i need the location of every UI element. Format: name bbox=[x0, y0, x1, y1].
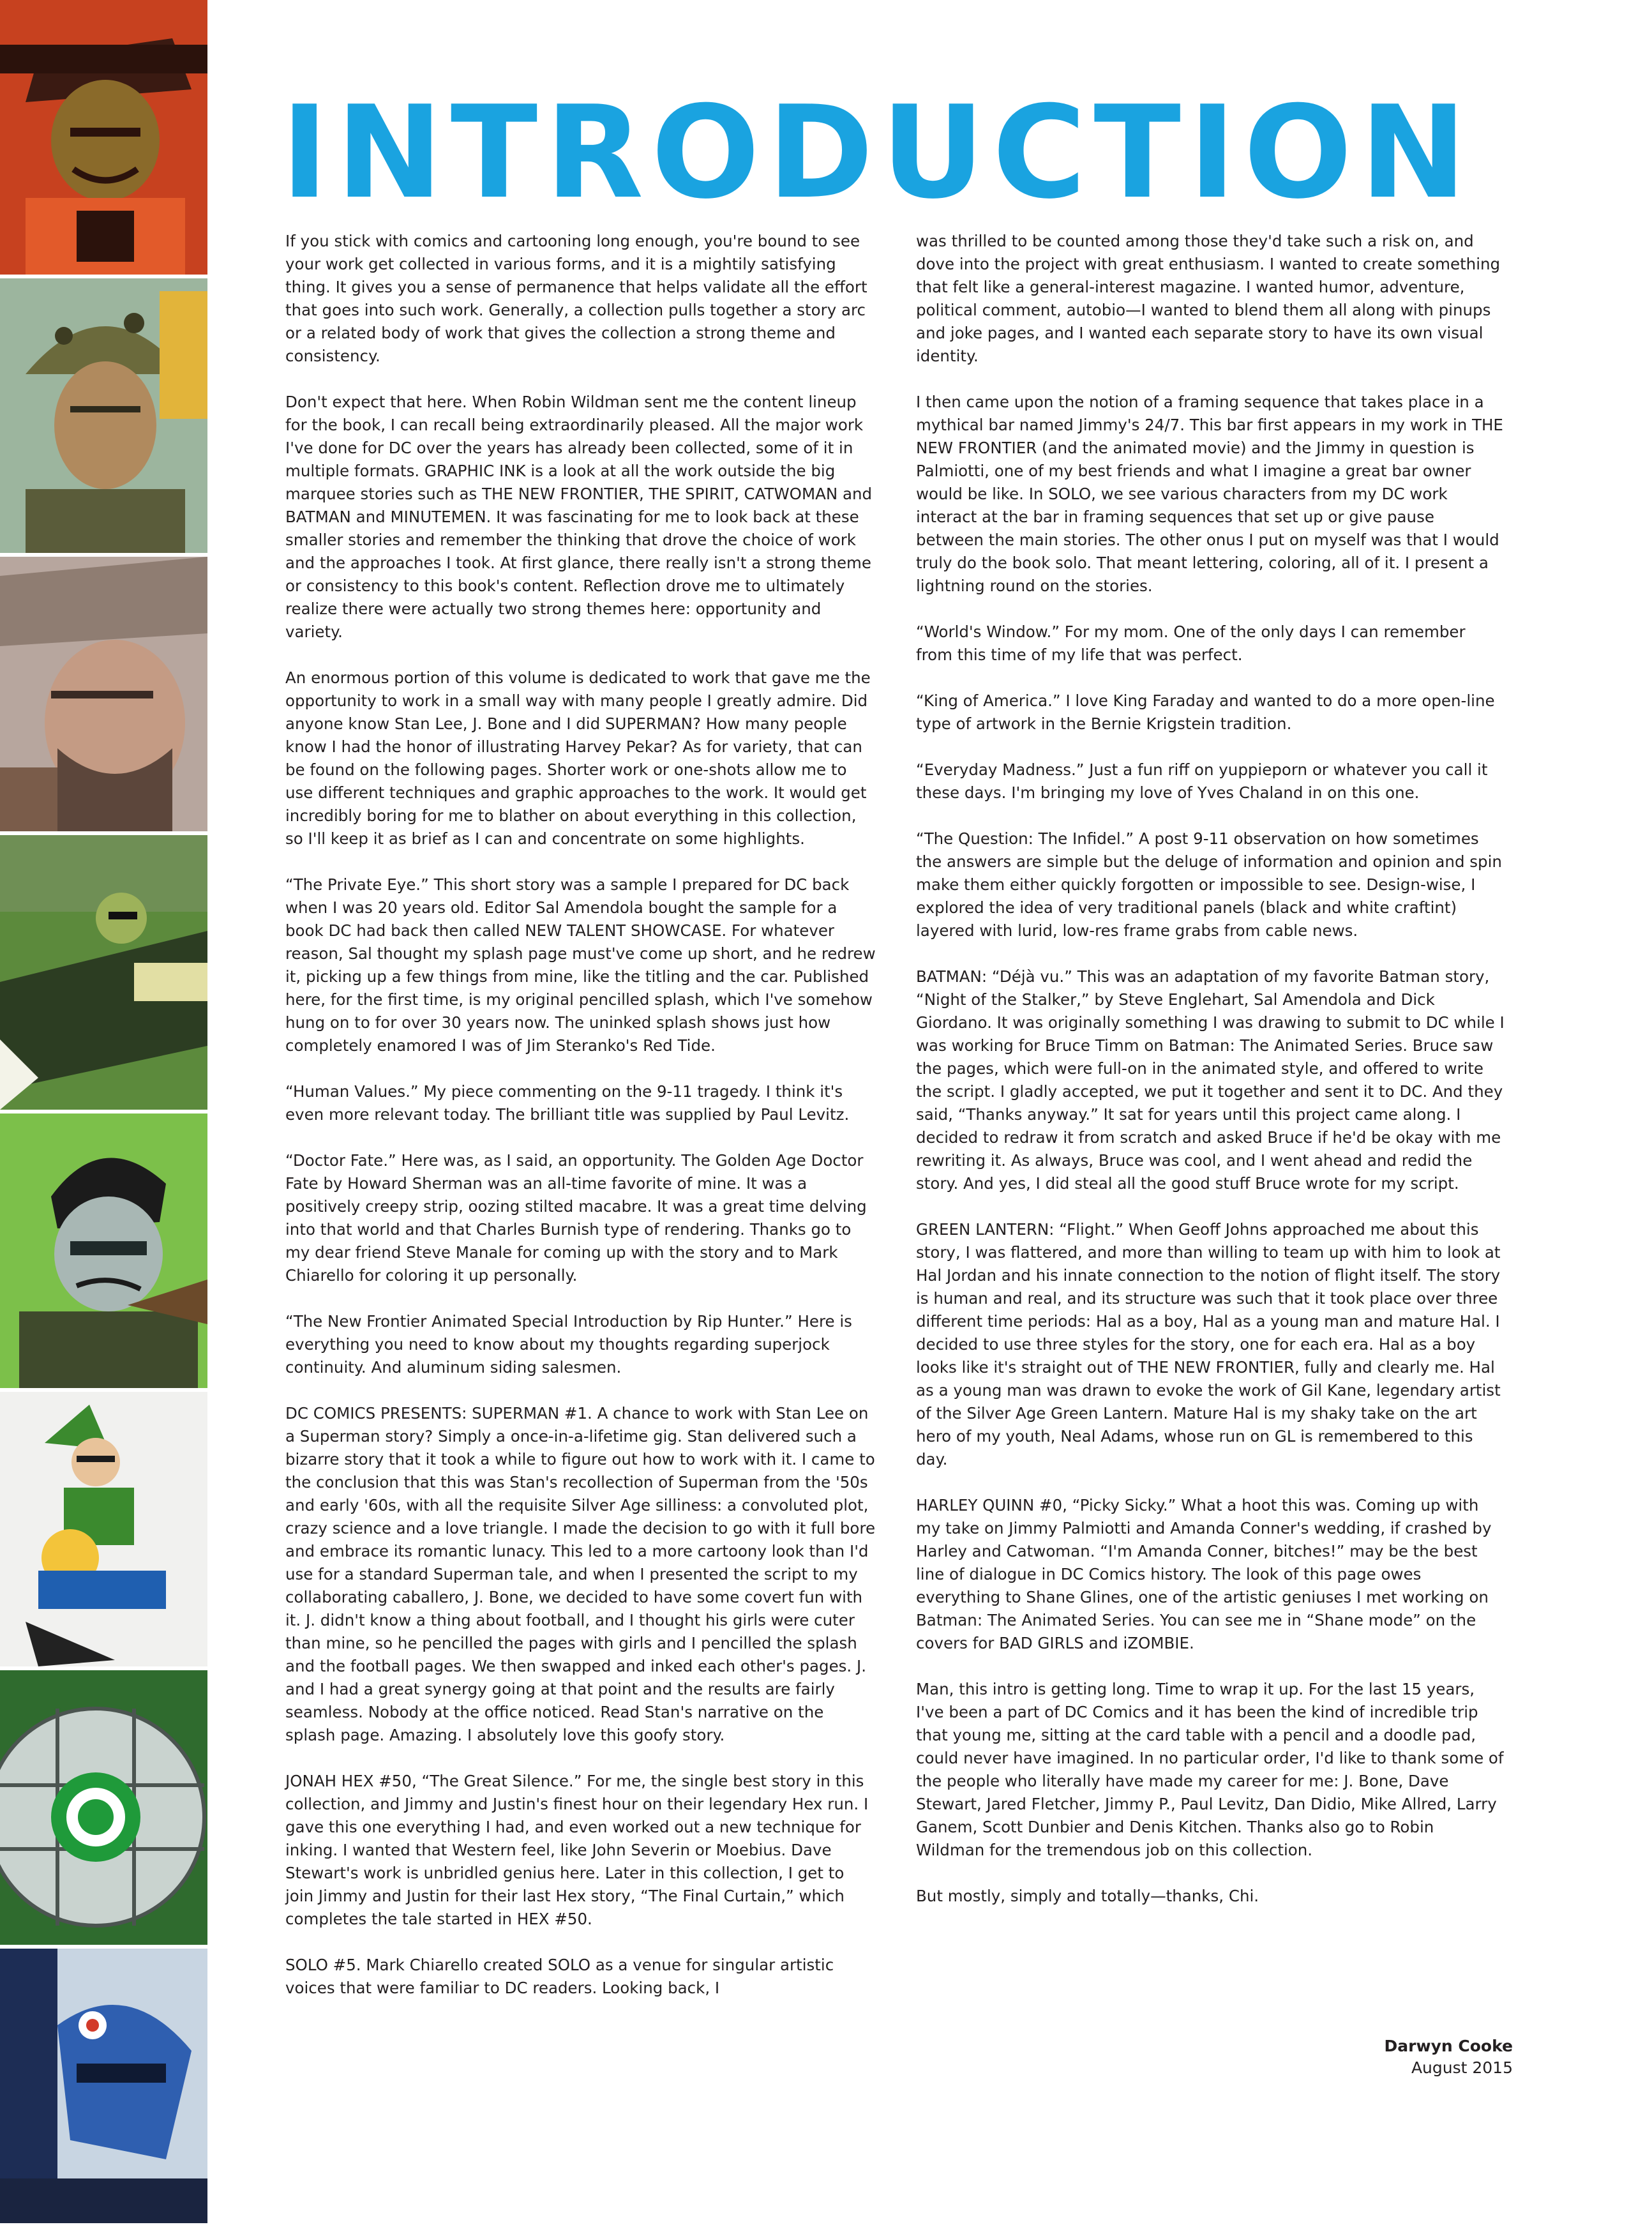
paragraph: “The Question: The Infidel.” A post 9-11 observation on how sometimes the answers are simple but the deluge of information and opinion and spin make them either quickly forgotten or impossible to see. Design-wise, I explored the idea of very traditional panels (black and white craftint) layered with lurid, low-res frame grabs from cable news. bbox=[916, 829, 1502, 940]
paragraph: “Everyday Madness.” Just a fun riff on yuppieporn or whatever you call it these days. I'm bringing my love of Yves Chaland in on this one. bbox=[916, 760, 1488, 802]
paragraph: GREEN LANTERN: “Flight.” When Geoff Johns approached me about this story, I was flattered, and more than willing to team up with him to look at Hal Jordan and his innate connection to the notion of flight itself. The story is human and real, and its structure was such that it took place over three different time periods: Hal as a boy, Hal as a young man and mature Hal. I decided to use three styles for the story, one for each era. Hal as a boy looks like it's straight out of THE NEW FRONTIER, fully and clearly me. Hal as a young man was drawn to evoke the work of Gil Kane, legendary artist of the Silver Age Green Lantern. Mature Hal is my shaky take on the art hero of my youth, Neal Adams, whose run on GL is remembered to this day. bbox=[916, 1220, 1501, 1468]
page-title: INTRODUCTION bbox=[281, 79, 1475, 227]
paragraph: If you stick with comics and cartooning long enough, you're bound to see your work get collected in various forms, and it is a mightily satisfying thing. It gives you a sense of permanence that helps validate all the effort that goes into such work. Generally, a collection pulls together a story arc or a related body of work that gives the collection a strong theme and consistency. bbox=[285, 232, 867, 365]
hero-dark-hair-art bbox=[0, 1114, 207, 1392]
soldier-helmet-art bbox=[0, 278, 207, 557]
paragraph: was thrilled to be counted among those they'd take such a risk on, and dove into the project with great enthusiasm. I wanted to create something that felt like a general-interest magazine. I wanted humor, adventure, political comment, autobio—I wanted to blend them all along with pinups and joke pages, and I wanted each separate story to have its own visual identity. bbox=[916, 232, 1501, 365]
paragraph: I then came upon the notion of a framing sequence that takes place in a mythical bar named Jimmy's 24/7. This bar first appears in my work in THE NEW FRONTIER (and the animated movie) and the Jimmy in question is Palmiotti, one of my best friends and what I imagine a great bar owner would be like. In SOLO, we see various characters from my DC work interact at the bar in framing sequences that set up or give pause between the main stories. The other onus I put on myself was that I would truly do the book solo. That meant lettering, coloring, all of it. I present a lightning round on the stories. bbox=[916, 393, 1503, 595]
signature-block bbox=[1385, 2035, 1513, 2079]
paragraph: “Doctor Fate.” Here was, as I said, an opportunity. The Golden Age Doctor Fate by Howard Sherman was an all-time favorite of mine. It was a positively creepy strip, oozing stilted macabre. It was a great time delving into that world and that Charles Burnish type of rendering. Thanks go to my dear friend Steve Manale for coming up with the story and to Mark Chiarello for coloring it up personally. bbox=[285, 1151, 867, 1285]
paragraph: HARLEY QUINN #0, “Picky Sicky.” What a hoot this was. Coming up with my take on Jimmy Palmiotti and Amanda Conner's wedding, if crashed by Harley and Catwoman. “I'm Amanda Conner, bitches!” may be the best line of dialogue in DC Comics history. The look of this page owes everything to Shane Glines, one of the artistic geniuses I met working on Batman: The Animated Series. You can see me in “Shane mode” on the covers for BAD GIRLS and iZOMBIE. bbox=[916, 1496, 1492, 1652]
green-arrow-black-canary-art bbox=[0, 1392, 207, 1670]
paragraph: JONAH HEX #50, “The Great Silence.” For me, the single best story in this collection, and Jimmy and Justin's finest hour on their legendary Hex run. I gave this one everything I had, and even worked out a new technique for inking. I wanted that Western feel, like John Severin or Moebius. Dave Stewart's work is unbridled genius here. Later in this collection, I get to join Jimmy and Justin for their last Hex story, “The Final Curtain,” which completes the tale started in HEX #50. bbox=[285, 1772, 869, 1928]
illustration-strip bbox=[0, 0, 207, 2227]
paragraph: DC COMICS PRESENTS: SUPERMAN #1. A chance to work with Stan Lee on a Superman story? Simply a once-in-a-lifetime gig. Stan delivered such a bizarre story that it took a while to figure out how to work with it. I came to the conclusion that this was Stan's recollection of Superman from the '50s and early '60s, with all the requisite Silver Age silliness: a convoluted plot, crazy science and a love triangle. I made the decision to go with it full bore and embrace its romantic lunacy. This led to a more cartoony look than I'd use for a standard Superman tale, and when I presented the script to my collaborating caballero, J. Bone, we decided to have some covert fun with it. J. didn't know a thing about football, and I thought his girls were cuter than mine, so he pencilled the pages with girls and I pencilled the splash and the football pages. We then swapped and inked each other's pages. J. and I had a great synergy going at that point and the results are fairly seamless. Nobody at the office noticed. Read Stan's narrative on the splash page. Amazing. I absolutely love this goofy story. bbox=[285, 1404, 876, 1744]
paragraph: Man, this intro is getting long. Time to wrap it up. For the last 15 years, I've been a part of DC Comics and it has been the kind of incredible trip that young me, sitting at the card table with a pencil and a doodle pad, could never have imagined. In no particular order, I'd like to thank some of the people who literally have made my career for me: J. Bone, Dave Stewart, Jared Fletcher, Jimmy P., Paul Levitz, Dan Didio, Mike Allred, Larry Ganem, Scott Dunbier and Denis Kitchen. Thanks also go to Robin Wildman for the tremendous job on this collection. bbox=[916, 1680, 1504, 1859]
right-text-column bbox=[916, 230, 1506, 1931]
paragraph: But mostly, simply and totally—thanks, Chi. bbox=[916, 1887, 1259, 1905]
paragraph: “Human Values.” My piece commenting on the 9-11 tragedy. I think it's even more relevant today. The brilliant title was supplied by Paul Levitz. bbox=[285, 1082, 850, 1124]
paragraph: BATMAN: “Déjà vu.” This was an adaptation of my favorite Batman story, “Night of the Stalker,” by Steve Englehart, Sal Amendola and Dick Giordano. It was originally something I was drawing to submit to DC while I was working for Bruce Timm on Batman: The Animated Series. Bruce saw the pages, which were full-on in the animated style, and offered to write the script. I gladly accepted, we put it together and sent it to DC. And they said, “Thanks anyway.” It sat for years until this project came along. I decided to redraw it from scratch and asked Bruce if he'd be okay with me rewriting it. As always, Bruce was cool, and I went ahead and redid the story. And yes, I did steal all the good stuff Bruce wrote for my script. bbox=[916, 967, 1505, 1193]
signature-date: August 2015 bbox=[1411, 2058, 1513, 2077]
masked-man-car-art bbox=[0, 835, 207, 1114]
paragraph: An enormous portion of this volume is dedicated to work that gave me the opportunity to work in a small way with many people I greatly admire. Did anyone know Stan Lee, J. Bone and I did SUPERMAN? How many people know I had the honor of illustrating Harvey Pekar? As for variety, that can be found on the following pages. Shorter work or one-shots allow me to use different techniques and graphic approaches to the work. It would get incredibly boring for me to blather on about everything in this collection, so I'll keep it as brief as I can and concentrate on some highlights. bbox=[285, 668, 871, 848]
paragraph: “World's Window.” For my mom. One of the only days I can remember from this time of my life that was perfect. bbox=[916, 623, 1466, 664]
blue-hero-art bbox=[0, 1949, 207, 2227]
bearded-cowboy-art bbox=[0, 557, 207, 835]
paragraph: “The Private Eye.” This short story was a sample I prepared for DC back when I was 20 years old. Editor Sal Amendola bought the sample for a book DC had back then called NEW TALENT SHOWCASE. For whatever reason, Sal thought my splash page must've come up short, and he redrew it, picking up a few things from mine, like the titling and the car. Published here, for the first time, is my original pencilled splash, which I've somehow hung on to for over 30 years now. The uninked splash shows just how completely enamored I was of Jim Steranko's Red Tide. bbox=[285, 875, 876, 1055]
paragraph: “The New Frontier Animated Special Introduction by Rip Hunter.” Here is everything you need to know about my thoughts regarding superjock continuity. And aluminum siding salesmen. bbox=[285, 1312, 852, 1377]
paragraph: SOLO #5. Mark Chiarello created SOLO as a venue for singular artistic voices that were familiar to DC readers. Looking back, I bbox=[285, 1956, 834, 1997]
author-name: Darwyn Cooke bbox=[1384, 2037, 1513, 2055]
left-text-column bbox=[285, 230, 876, 2023]
cowboy-villain-art bbox=[0, 0, 207, 278]
paragraph: “King of America.” I love King Faraday and wanted to do a more open-line type of artwork in the Bernie Krigstein tradition. bbox=[916, 691, 1495, 733]
green-lantern-globe-art bbox=[0, 1670, 207, 1949]
paragraph: Don't expect that here. When Robin Wildman sent me the content lineup for the book, I can recall being extraordinarily pleased. All the major work I've done for DC over the years has already been collected, some of it in multiple formats. GRAPHIC INK is a look at all the work outside the big marquee stories such as THE NEW FRONTIER, THE SPIRIT, CATWOMAN and BATMAN and MINUTEMEN. It was fascinating for me to look back at these smaller stories and remember the thinking that drove the choice of work and the approaches I took. At first glance, there really isn't a strong theme or consistency to this book's content. Reflection drove me to ultimately realize there were actually two strong themes here: opportunity and variety. bbox=[285, 393, 873, 641]
